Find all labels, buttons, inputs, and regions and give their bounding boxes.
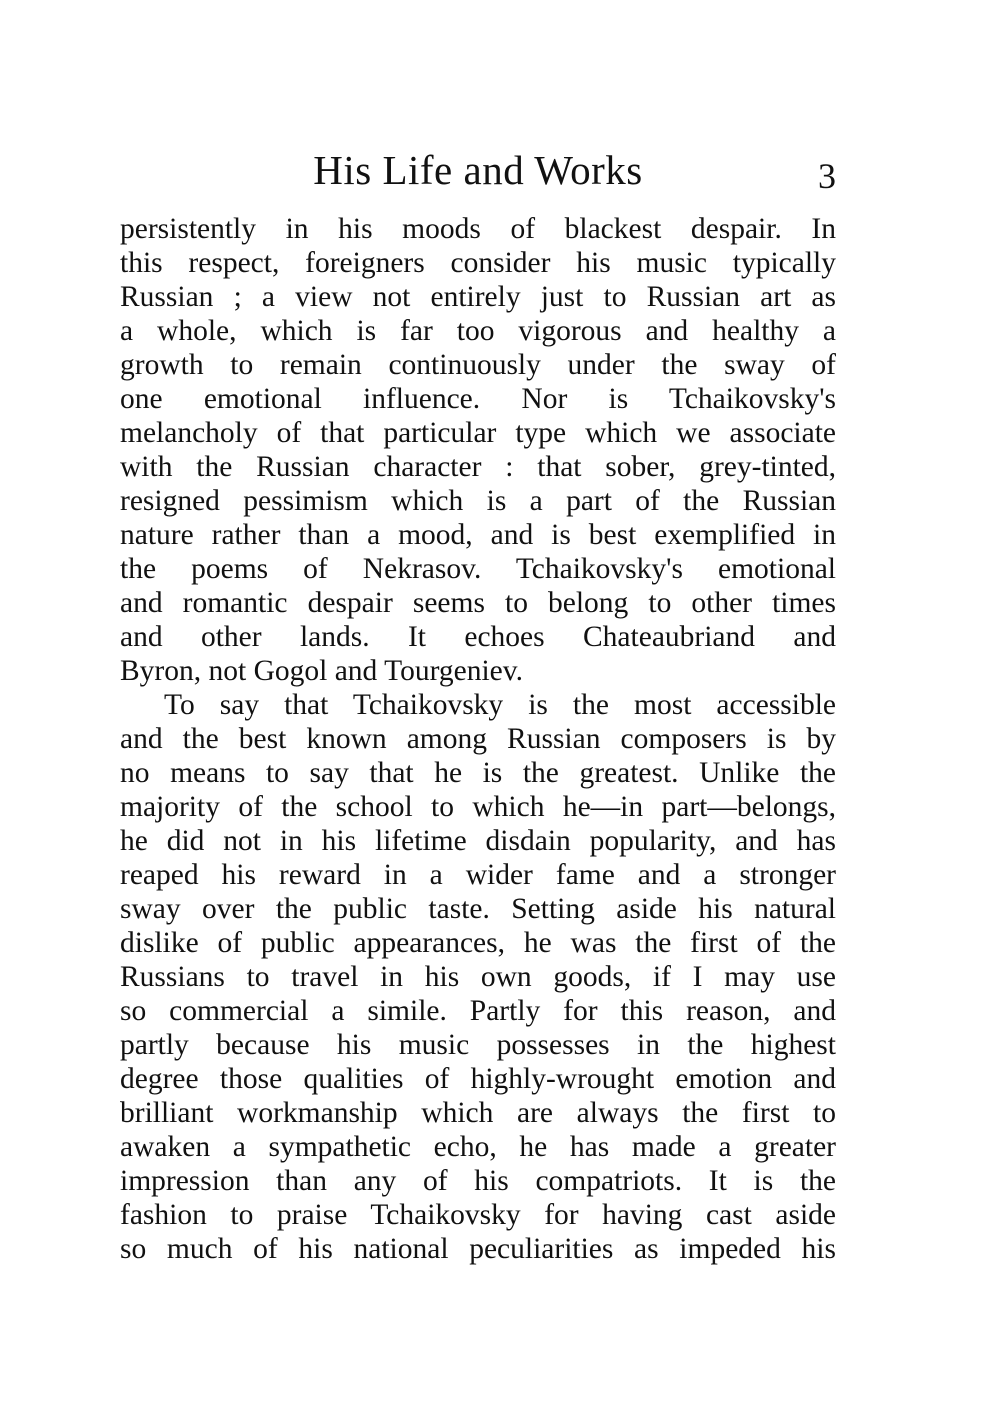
text-line: partly because his music possesses in the highest — [120, 1029, 836, 1061]
text-line: Russian ; a view not entirely just to Russian art as — [120, 281, 836, 313]
text-line: one emotional influence. Nor is Tchaikovsky's — [120, 383, 836, 415]
text-line: reaped his reward in a wider fame and a stronger — [120, 859, 836, 891]
text-line: awaken a sympathetic echo, he has made a greater — [120, 1131, 836, 1163]
text-line: a whole, which is far too vigorous and healthy a — [120, 315, 836, 347]
text-line: and romantic despair seems to belong to other times — [120, 587, 836, 619]
paragraph-first-line: To say that Tchaikovsky is the most accessible — [164, 689, 836, 721]
text-line: sway over the public taste. Setting aside his natural — [120, 893, 836, 925]
running-head — [120, 142, 836, 202]
text-line: and the best known among Russian composers is by — [120, 723, 836, 755]
text-line: this respect, foreigners consider his music typically — [120, 247, 836, 279]
paragraph-last-line: Byron, not Gogol and Tourgeniev. — [120, 655, 523, 687]
text-line: so much of his national peculiarities as impeded his — [120, 1233, 836, 1265]
text-line: impression than any of his compatriots. It is the — [120, 1165, 836, 1197]
text-line: so commercial a simile. Partly for this reason, and — [120, 995, 836, 1027]
text-line: fashion to praise Tchaikovsky for having cast aside — [120, 1199, 836, 1231]
text-line: brilliant workmanship which are always the first to — [120, 1097, 836, 1129]
body-text — [120, 212, 836, 1266]
text-line: melancholy of that particular type which we associate — [120, 417, 836, 449]
text-line: nature rather than a mood, and is best exemplified in — [120, 519, 836, 551]
text-line: persistently in his moods of blackest despair. In — [120, 213, 836, 245]
text-line: majority of the school to which he—in part—belongs, — [120, 791, 836, 823]
running-title: His Life and Works — [313, 147, 643, 193]
text-line: growth to remain continuously under the sway of — [120, 349, 836, 381]
text-line: the poems of Nekrasov. Tchaikovsky's emotional — [120, 553, 836, 585]
page-number: 3 — [818, 156, 836, 196]
text-line: with the Russian character : that sober, grey-tinted, — [120, 451, 836, 483]
text-line: he did not in his lifetime disdain popularity, and has — [120, 825, 836, 857]
text-line: dislike of public appearances, he was the first of the — [120, 927, 836, 959]
text-line: Russians to travel in his own goods, if I may use — [120, 961, 836, 993]
text-line: resigned pessimism which is a part of the Russian — [120, 485, 836, 517]
text-line: and other lands. It echoes Chateaubriand and — [120, 621, 836, 653]
text-line: degree those qualities of highly-wrought emotion and — [120, 1063, 836, 1095]
text-line: no means to say that he is the greatest. Unlike the — [120, 757, 836, 789]
